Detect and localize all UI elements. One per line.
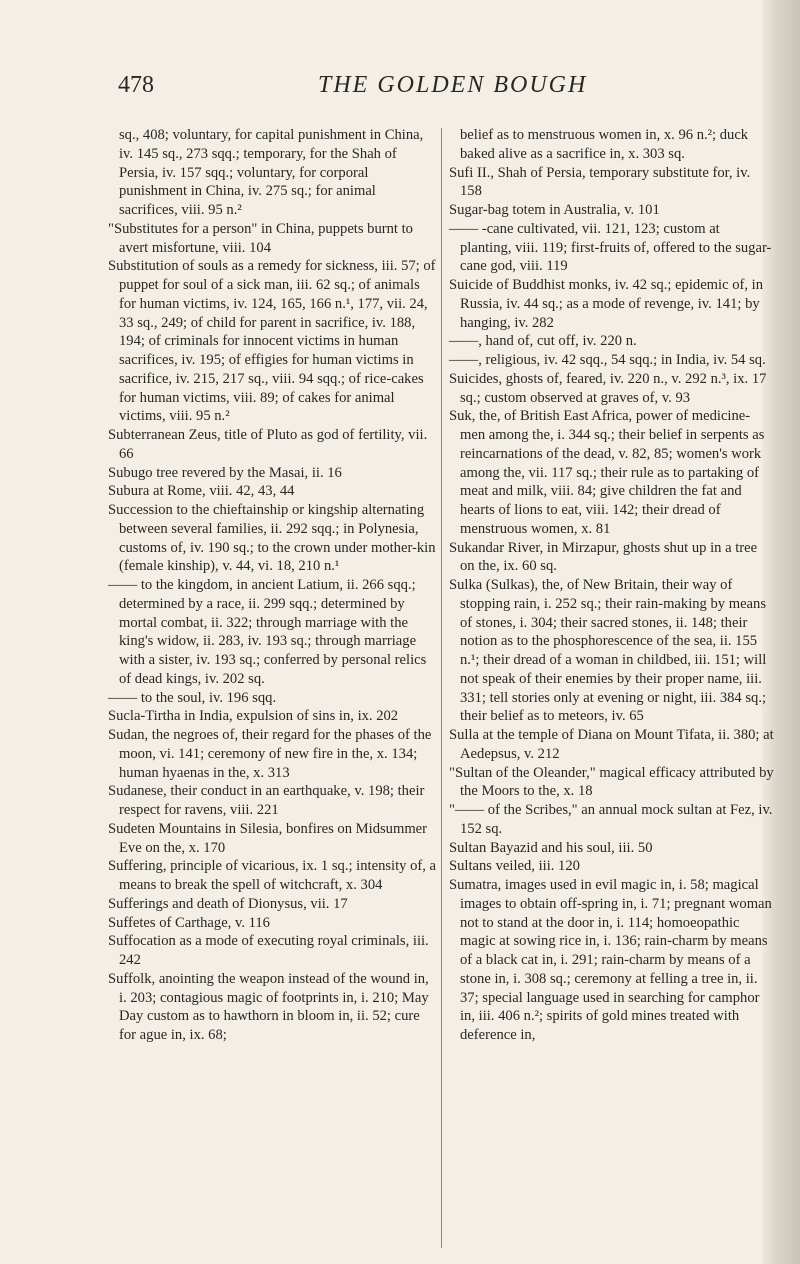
index-entry: Suicide of Buddhist monks, iv. 42 sq.; epidemic of, in Russia, iv. 44 sq.; as a mode of revenge, iv. 141; by hanging, iv. 282 (449, 277, 764, 331)
right-column (449, 126, 774, 1045)
index-entry: sq., 408; voluntary, for capital punishment in China, iv. 145 sq., 273 sqq.; temporary, for the Shah of Persia, iv. 157 sqq.; voluntary, for corporal punishment in China, iv. 275 sq.; for animal sacrifices, viii. 95 n.² (119, 127, 424, 218)
page-header (0, 64, 800, 104)
index-entry: Subura at Rome, viii. 42, 43, 44 (108, 483, 295, 500)
index-entry: belief as to menstruous women in, x. 96 n.²; duck baked alive as a sacrifice in, x. 303 sq. (460, 127, 749, 162)
index-entry: Sulla at the temple of Diana on Mount Tifata, ii. 380; at Aedepsus, v. 212 (449, 727, 774, 762)
index-entry: Sultans veiled, iii. 120 (449, 858, 580, 875)
left-column (108, 126, 438, 1045)
index-entry: "—— of the Scribes," an annual mock sultan at Fez, iv. 152 sq. (449, 802, 773, 837)
index-entry: Sudeten Mountains in Silesia, bonfires on Midsummer Eve on the, x. 170 (108, 820, 428, 856)
index-entry: Sufi II., Shah of Persia, temporary substitute for, iv. 158 (449, 164, 751, 200)
index-entry: —— to the kingdom, in ancient Latium, ii. 266 sqq.; determined by a race, ii. 299 sqq.; determined by mortal combat, ii. 322; through marriage with the king's widow, ii. 283, iv. 193 sq.; through marriage with a sister, iv. 193 sq.; conferred by personal relics of dead kings, iv. 202 sq. (108, 577, 427, 687)
index-entry: Sudan, the negroes of, their regard for the phases of the moon, vi. 141; ceremony of new fire in the, x. 134; human hyaenas in the, x. 313 (108, 727, 432, 781)
index-entry: Sugar-bag totem in Australia, v. 101 (449, 202, 660, 218)
index-entry: Sucla-Tirtha in India, expulsion of sins in, ix. 202 (108, 708, 399, 725)
index-entry: "Sultan of the Oleander," magical efficacy attributed by the Moors to the, x. 18 (449, 764, 774, 800)
index-entry: Sufferings and death of Dionysus, vii. 17 (108, 895, 348, 912)
index-entry: Sumatra, images used in evil magic in, i. 58; magical images to obtain off-spring in, i. 71; pregnant woman not to stand at the door in, i. 114; homoeopathic magic at sowing rice in, i. 136; rain-charm by means of a black cat in, i. 291; rain-charm by means of a stone in, i. 308 sq.; ceremony at felling a tree in, ii. 37; special language used in searching for camphor in, iii. 406 n.²; spirits of gold mines treated with deference in, (449, 877, 772, 1043)
index-entry: Suffetes of Carthage, v. 116 (108, 914, 270, 931)
index-entry: Sulka (Sulkas), the, of New Britain, their way of stopping rain, i. 252 sq.; their rain-making by means of stones, i. 304; their sacred stones, ii. 148; their notion as to the phosphorescence of the sea, ii. 155 n.¹; their dread of a woman in childbed, iii. 151; will not speak of their enemies by their proper name, iii. 331; tell stories only at evening or night, iii. 384 sq.; their belief as to meteors, iv. 65 (449, 577, 767, 725)
index-entry: Suffering, principle of vicarious, ix. 1 sq.; intensity of, a means to break the spell of witchcraft, x. 304 (108, 858, 437, 893)
column-divider (441, 128, 442, 1248)
index-entry: ——, religious, iv. 42 sqq., 54 sqq.; in India, iv. 54 sq. (449, 352, 766, 368)
index-entry: Subugo tree revered by the Masai, ii. 16 (108, 464, 342, 481)
index-entry: Suicides, ghosts of, feared, iv. 220 n., v. 292 n.³, ix. 17 sq.; custom observed at graves of, v. 93 (449, 370, 767, 406)
running-title: THE GOLDEN BOUGH (318, 72, 588, 98)
index-entry: Substitution of souls as a remedy for sickness, iii. 57; of puppet for soul of a sick man, iii. 62 sq.; of animals for human victims, iv. 124, 165, 166 n.¹, 177, vii. 24, 33 sq., 249; of child for parent in sacrifice, iv. 188, 194; of criminals for innocent victims in human sacrifices, iv. 195; of effigies for human victims in sacrifice, iv. 215, 217 sq., viii. 94 sqq.; of rice-cakes for human victims, viii. 89; of cakes for animal victims, viii. 95 n.² (108, 258, 436, 425)
page-number: 478 (118, 72, 154, 98)
index-entry: Sukandar River, in Mirzapur, ghosts shut up in a tree on the, ix. 60 sq. (449, 539, 758, 575)
index-entry: "Substitutes for a person" in China, puppets burnt to avert misfortune, viii. 104 (108, 220, 413, 256)
index-entry: Sultan Bayazid and his soul, iii. 50 (449, 839, 653, 856)
index-entry: Succession to the chieftainship or kingship alternating between several families, ii. 292 sqq.; in Polynesia, customs of, iv. 190 sq.; to the crown under mother-kin (female kinship), v. 44, vi. 18, 210 n.¹ (108, 502, 436, 575)
index-entry: Suffolk, anointing the weapon instead of the wound in, i. 203; contagious magic of footprints in, i. 210; May Day custom as to hawthorn in bloom in, ii. 52; cure for ague in, ix. 68; (108, 970, 429, 1043)
index-entry: Suk, the, of British East Africa, power of medicine-men among the, i. 344 sq.; their belief in serpents as reincarnations of the dead, v. 82, 85; women's work among the, vii. 117 sq.; their rule as to partaking of meat and milk, viii. 84; give children the fat and hearts of lions to eat, viii. 142; their dread of menstruous women, x. 81 (449, 408, 765, 537)
index-entry: Sudanese, their conduct in an earthquake, v. 198; their respect for ravens, viii. 221 (108, 783, 425, 818)
index-entry: ——, hand of, cut off, iv. 220 n. (449, 333, 637, 350)
index-entry: Suffocation as a mode of executing royal criminals, iii. 242 (108, 933, 429, 968)
index-entry: —— to the soul, iv. 196 sqq. (108, 689, 277, 706)
index-entry: —— -cane cultivated, vii. 121, 123; custom at planting, viii. 119; first-fruits of, offered to the sugar-cane god, viii. 119 (449, 220, 772, 275)
index-entry: Subterranean Zeus, title of Pluto as god of fertility, vii. 66 (108, 427, 428, 462)
